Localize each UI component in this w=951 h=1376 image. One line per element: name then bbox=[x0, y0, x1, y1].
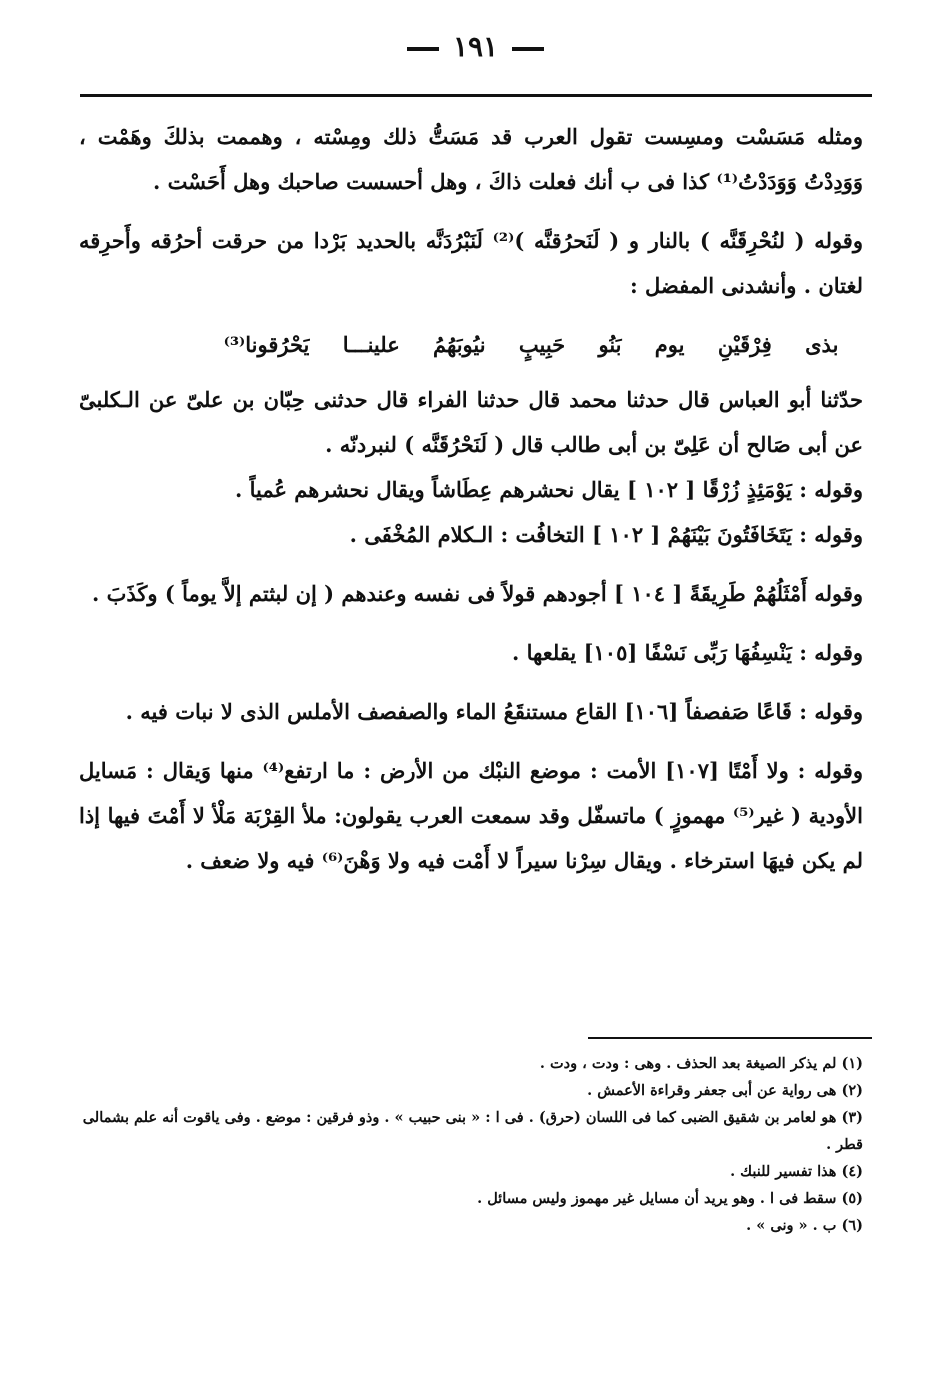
footnotes bbox=[79, 1050, 863, 1239]
paragraph: وقوله : ولا أَمْتًا [١٠٧] الأمت : موضع النبْك من الأرض : ما ارتفع⁽⁴⁾ منها وَيقال : مَسايل الأودية ( غير⁽⁵⁾ مهموزٍ ) ماتسفّل وقد سمعت العرب يقولون: ملأ القِرْبَة مَلْأ لا أَمْتَ فيها إذا لم يكن فيهَا استرخاء . ويقال سِرْنا سيراً لا أَمْت فيه ولا وَهْنَ⁽⁶⁾ فيه ولا ضعف . bbox=[79, 758, 863, 873]
footnote-item: (١) لم يذكر الصيغة بعد الحذف . وهى : ودت ، ودت . bbox=[539, 1055, 863, 1072]
poetry-verse: بذى فِرْقَيْنِ يوم بَنُو حَبِيبٍ نيُوبَهُمُ علينـــا يَحْرُقونا⁽³⁾ bbox=[223, 332, 839, 357]
paragraph: وقوله : يَنْسِفُهَا رَبِّى نَسْفًا [١٠٥] يقلعها . bbox=[512, 640, 863, 665]
page-number-text: ١٩١ bbox=[452, 30, 499, 63]
paragraph: حدّثنا أبو العباس قال حدثنا محمد قال حدثنا الفراء قال حدثنى حِبّان بن علىّ عن الـكلبىّ عن أبى صَالح أن عَلِىّ بن أبى طالب قال ( لَنَحْرُقَنَّه ) لنبردنّه . bbox=[79, 387, 863, 457]
footnote-item: (٤) هذا تفسير للنبك . bbox=[730, 1163, 863, 1180]
paragraph: وقوله : قَاعًا صَفصفاً [١٠٦] القاع مستنقَعُ الماء والصفصف الأملس الذى لا نبات فيه . bbox=[125, 699, 863, 724]
main-text bbox=[79, 114, 863, 883]
page-number bbox=[0, 30, 951, 63]
paragraph: ومثله مَسَسْت ومسِست تقول العرب قد مَسَتُّ ذلك ومِسْته ، وهممت بذلكَ وهَمْت ، وَوَدِدْتُ وَوَدَدْتُ⁽¹⁾ كذا فى ب أنك فعلت ذاكَ ، وهل أحسست صاحبك وهل أَحَسْت . bbox=[79, 124, 863, 194]
paragraph: وقوله : يَوْمَئِذٍ زُرْقًا [ ١٠٢ ] يقال نحشرهم عِطَاشاً ويقال نحشرهم عُمياً . bbox=[234, 477, 863, 502]
page-number-dash-left bbox=[407, 47, 439, 51]
header-rule bbox=[80, 94, 872, 97]
footnote-rule bbox=[588, 1037, 872, 1039]
paragraph: وقوله ( لنُحْرِقَنَّه ) بالنار و ( لَنَحرُقنَّه )⁽²⁾ لَنَبْرُدَنَّه بالحديد بَرْدا من حرقت أحرُقه وأَحرِقه لغتان . وأنشدنى المفضل : bbox=[79, 228, 863, 298]
footnote-item: (٥) سقط فى ا . وهو يريد أن مسايل غير مهموز وليس مسائل . bbox=[477, 1190, 863, 1207]
page-number-dash-right bbox=[512, 47, 544, 51]
footnote-item: (٣) هو لعامر بن شقيق الضبى كما فى اللسان (حرق) . فى ا : « بنى حبيب » . وذو فرقين : موضع . وفى ياقوت أنه علم بشمالى قطر . bbox=[82, 1109, 863, 1153]
paragraph: وقوله : يَتَخَافَتُونَ بَيْنَهُمْ [ ١٠٢ ] التخافُت : الـكلام المُخْفَى . bbox=[349, 522, 863, 547]
footnote-item: (٦) ب . « ونى » . bbox=[746, 1217, 863, 1234]
paragraph: وقوله أَمْثَلُهُمْ طَرِيقَةً [ ١٠٤ ] أجودهم قولاً فى نفسه وعندهم ( إن لبثتم إلاَّ يوماً ) وكَذَبَ . bbox=[92, 581, 863, 606]
footnote-item: (٢) هى رواية عن أبى جعفر وقراءة الأعمش . bbox=[587, 1082, 863, 1099]
